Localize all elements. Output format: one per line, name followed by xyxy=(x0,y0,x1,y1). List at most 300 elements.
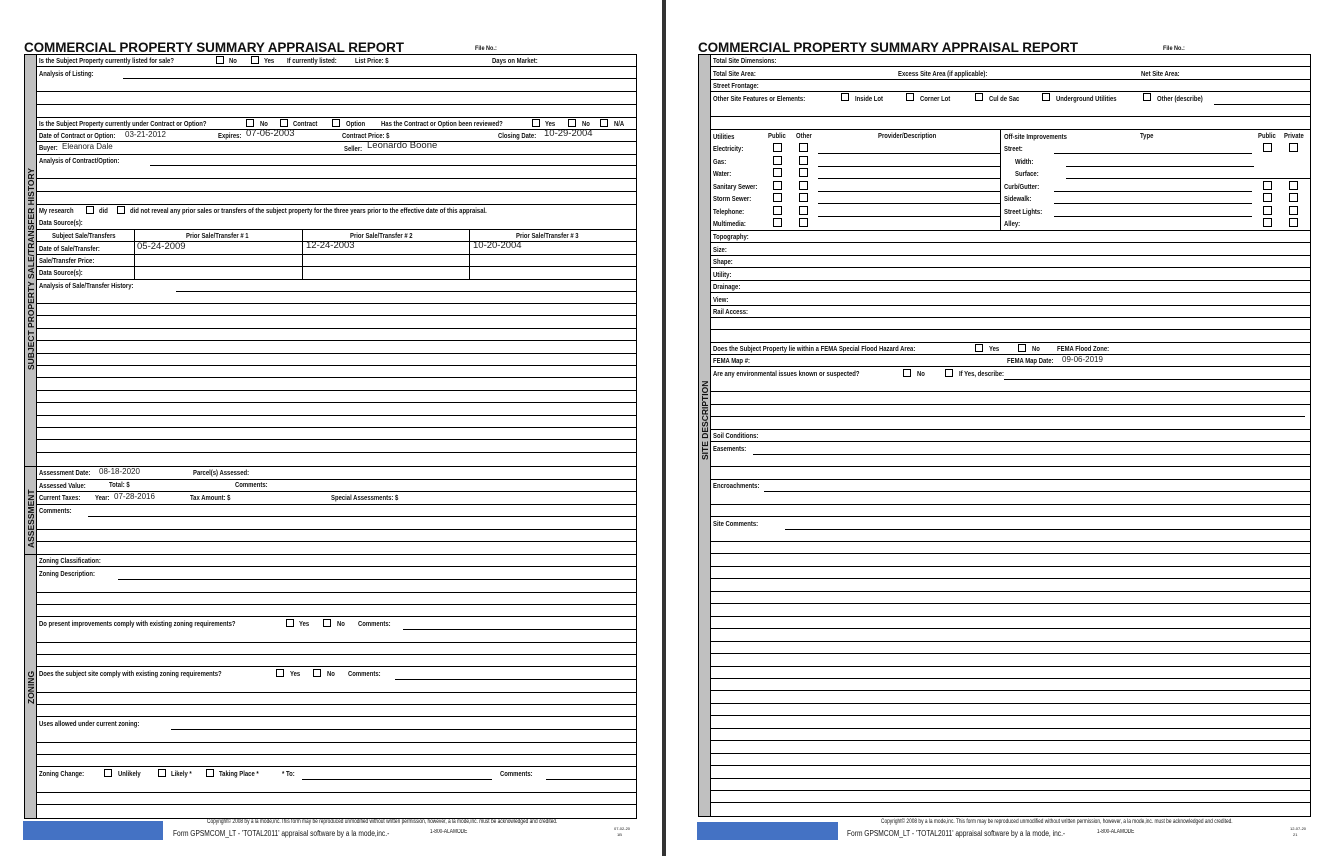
uses-allowed-field[interactable] xyxy=(171,729,636,730)
site-comply-comments-line[interactable] xyxy=(37,692,636,693)
unlikely-label: Unlikely xyxy=(118,769,141,778)
zoning-description-line[interactable] xyxy=(37,604,636,605)
site-comments-line[interactable] xyxy=(711,802,1310,803)
site-characteristic-label: Shape: xyxy=(713,257,733,266)
site-comments-line[interactable] xyxy=(711,753,1310,754)
row-line xyxy=(711,516,1310,517)
site-area-label: Total Site Area: xyxy=(713,69,756,78)
fema-yes-label: Yes xyxy=(989,344,1000,353)
site-comments-line[interactable] xyxy=(711,666,1310,667)
environment-describe-field[interactable] xyxy=(1004,379,1310,380)
analysis-history-line[interactable] xyxy=(37,390,636,391)
improvements-no-checkbox[interactable] xyxy=(323,619,331,627)
site-comments-line[interactable] xyxy=(711,690,1310,691)
improvements-yes-label: Yes xyxy=(299,619,310,628)
fema-question: Does the Subject Property lie within a FEMA Special Flood Hazard Area: xyxy=(713,344,916,353)
analysis-history-line[interactable] xyxy=(37,452,636,453)
site-comments-line[interactable] xyxy=(711,728,1310,729)
offsite-private-checkbox[interactable] xyxy=(1289,143,1298,152)
taking-place-label: Taking Place * xyxy=(219,769,259,778)
encroachments-line[interactable] xyxy=(711,504,1310,505)
site-characteristic-label: Rail Access: xyxy=(713,307,749,316)
site-description-section-label: SITE DESCRIPTION xyxy=(700,380,710,460)
other-features-line[interactable] xyxy=(711,116,1310,117)
listed-yes-label: Yes xyxy=(264,56,275,65)
footer-phone: 1-800-ALAMODE xyxy=(430,829,468,835)
provider-field[interactable] xyxy=(818,153,1000,154)
offsite-public-checkbox[interactable] xyxy=(1263,193,1272,202)
reviewed-no-checkbox[interactable] xyxy=(568,119,576,127)
zoning-change-label: Zoning Change: xyxy=(39,769,85,778)
environment-yes-checkbox[interactable] xyxy=(945,369,953,377)
street-frontage-label: Street Frontage: xyxy=(713,81,759,90)
assessment-date-value[interactable]: 08-18-2020 xyxy=(99,467,140,476)
zoning-description-label: Zoning Description: xyxy=(39,569,95,578)
utility-other-checkbox[interactable] xyxy=(799,156,808,165)
assessment-comments-line[interactable] xyxy=(37,541,636,542)
tax-year-value[interactable]: 07-28-2016 xyxy=(114,492,155,501)
analysis-history-line[interactable] xyxy=(37,415,636,416)
cul-de-sac-label: Cul de Sac xyxy=(989,94,1020,103)
net-area-label: Net Site Area: xyxy=(1141,69,1180,78)
buyer-value[interactable]: Eleanora Dale xyxy=(62,142,113,151)
easements-field[interactable] xyxy=(753,454,1310,455)
site-characteristic-line[interactable] xyxy=(711,317,1310,318)
analysis-history-field[interactable] xyxy=(176,291,636,292)
inside-lot-label: Inside Lot xyxy=(855,94,883,103)
offsite-private-checkbox[interactable] xyxy=(1289,206,1298,215)
improvements-comments-line[interactable] xyxy=(37,642,636,643)
tax-year-label: Year: xyxy=(95,493,110,502)
unlikely-checkbox[interactable] xyxy=(104,769,112,777)
environment-line[interactable] xyxy=(711,416,1305,417)
tax-amount-label: Tax Amount: $ xyxy=(190,493,231,502)
listing-question: Is the Subject Property currently listed for sale? xyxy=(39,56,174,65)
file-no-label: File No.: xyxy=(1163,45,1185,52)
utility-label: Electricity: xyxy=(713,144,744,153)
soil-conditions-label: Soil Conditions: xyxy=(713,431,759,440)
site-comply-yes-checkbox[interactable] xyxy=(276,669,284,677)
contract-contract-label: Contract xyxy=(293,119,318,128)
analysis-history-line[interactable] xyxy=(37,402,636,403)
row-label: Date of Sale/Transfer: xyxy=(39,244,100,253)
utility-other-checkbox[interactable] xyxy=(799,206,808,215)
utility-public-checkbox[interactable] xyxy=(773,206,782,215)
offsite-type-field[interactable] xyxy=(1066,166,1254,167)
analysis-history-line[interactable] xyxy=(37,365,636,366)
provider-header: Provider/Description xyxy=(878,131,937,140)
row-line xyxy=(37,504,636,505)
listed-no-label: No xyxy=(229,56,237,65)
assessment-section-label: ASSESSMENT xyxy=(26,489,36,548)
underground-utilities-checkbox[interactable] xyxy=(1042,93,1050,101)
zoning-to-label: * To: xyxy=(282,769,295,778)
encroachments-field[interactable] xyxy=(764,491,1310,492)
analysis-history-line[interactable] xyxy=(37,439,636,440)
site-comply-question: Does the subject site comply with existing zoning requirements? xyxy=(39,669,222,678)
reviewed-yes-checkbox[interactable] xyxy=(532,119,540,127)
fema-map-date-value[interactable]: 09-06-2019 xyxy=(1062,355,1103,364)
row-line xyxy=(37,766,636,767)
site-comply-no-checkbox[interactable] xyxy=(313,669,321,677)
contract-option-checkbox[interactable] xyxy=(332,119,340,127)
analysis-history-line[interactable] xyxy=(37,377,636,378)
utility-public-checkbox[interactable] xyxy=(773,168,782,177)
fema-no-checkbox[interactable] xyxy=(1018,344,1026,352)
zoning-section-label: ZONING xyxy=(26,670,36,704)
cul-de-sac-checkbox[interactable] xyxy=(975,93,983,101)
site-comply-comments-label: Comments: xyxy=(348,669,381,678)
site-comments-line[interactable] xyxy=(711,628,1310,629)
likely-label: Likely * xyxy=(171,769,192,778)
site-comments-line[interactable] xyxy=(711,578,1310,579)
reviewed-na-label: N/A xyxy=(614,119,625,128)
site-characteristic-label: Topography: xyxy=(713,232,749,241)
fema-zone-label: FEMA Flood Zone: xyxy=(1057,344,1110,353)
other-features-label: Other Site Features or Elements: xyxy=(713,94,806,103)
assessment-comments-line[interactable] xyxy=(37,529,636,530)
other-describe-field[interactable] xyxy=(1214,104,1310,105)
site-comments-line[interactable] xyxy=(711,790,1310,791)
analysis-listing-line[interactable] xyxy=(37,104,636,105)
assessment-comments-label: Comments: xyxy=(235,480,268,489)
offsite-label: Alley: xyxy=(1004,219,1021,228)
site-comply-comments-field[interactable] xyxy=(395,679,636,680)
zoning-change-comments-label: Comments: xyxy=(500,769,533,778)
offsite-label: Street: xyxy=(1004,144,1023,153)
analysis-history-line[interactable] xyxy=(37,340,636,341)
if-listed-label: If currently listed: xyxy=(287,56,337,65)
utility-other-checkbox[interactable] xyxy=(799,218,808,227)
uses-allowed-line[interactable] xyxy=(37,742,636,743)
site-characteristic-line[interactable] xyxy=(711,242,1310,243)
site-comments-line[interactable] xyxy=(711,678,1310,679)
list-price-label: List Price: $ xyxy=(355,56,389,65)
my-research-label: My research xyxy=(39,206,74,215)
utilities-header: Utilities xyxy=(713,132,735,141)
days-on-market-label: Days on Market: xyxy=(492,56,538,65)
offsite-header: Off-site Improvements xyxy=(1004,132,1067,141)
transfer-date-2[interactable]: 12-24-2003 xyxy=(306,240,355,251)
site-comply-comments-line[interactable] xyxy=(37,704,636,705)
fema-map-no-label: FEMA Map #: xyxy=(713,356,750,365)
site-characteristic-line[interactable] xyxy=(711,280,1310,281)
site-characteristic-label: Utility: xyxy=(713,270,732,279)
site-comments-line[interactable] xyxy=(711,703,1310,704)
site-comments-line[interactable] xyxy=(711,566,1310,567)
site-characteristic-line[interactable] xyxy=(711,292,1310,293)
site-comments-line[interactable] xyxy=(711,641,1310,642)
likely-checkbox[interactable] xyxy=(158,769,166,777)
analysis-listing-line[interactable] xyxy=(37,91,636,92)
site-comments-line[interactable] xyxy=(711,616,1310,617)
site-comments-line[interactable] xyxy=(711,591,1310,592)
offsite-type-field[interactable] xyxy=(1054,216,1252,217)
report-title: COMMERCIAL PROPERTY SUMMARY APPRAISAL REPORT xyxy=(24,40,404,55)
contract-no-checkbox[interactable] xyxy=(246,119,254,127)
analysis-history-line[interactable] xyxy=(37,315,636,316)
site-comments-field[interactable] xyxy=(785,529,1310,530)
zoning-description-line[interactable] xyxy=(37,592,636,593)
row-line xyxy=(37,66,636,67)
site-characteristic-label: View: xyxy=(713,295,729,304)
reviewed-yes-label: Yes xyxy=(545,119,556,128)
corner-lot-label: Corner Lot xyxy=(920,94,951,103)
zoning-description-field[interactable] xyxy=(118,579,636,580)
footer-code: 07-02-20 xyxy=(614,826,631,831)
utility-public-checkbox[interactable] xyxy=(773,156,782,165)
environment-line[interactable] xyxy=(711,391,1310,392)
improvements-comments-line[interactable] xyxy=(37,654,636,655)
site-characteristic-label: Size: xyxy=(713,245,727,254)
research-did-not-label: did not reveal any prior sales or transfers of the subject property for the three years prior to the effective date of this appraisal. xyxy=(130,206,487,215)
row-line xyxy=(711,342,1310,343)
site-comments-line[interactable] xyxy=(711,603,1310,604)
footer-blue-bar xyxy=(697,822,838,840)
offsite-public-header: Public xyxy=(1258,131,1276,140)
analysis-history-label: Analysis of Sale/Transfer History: xyxy=(39,281,134,290)
fema-map-date-label: FEMA Map Date: xyxy=(1007,356,1054,365)
offsite-type-field[interactable] xyxy=(1054,153,1252,154)
current-taxes-label: Current Taxes: xyxy=(39,493,81,502)
footer-copyright: Copyright© 2008 by a la mode,inc. This form may be reproduced unmodified without written permission, however, a la mode,inc. must be acknowledged and credited. xyxy=(881,819,1233,825)
table-header: Prior Sale/Transfer # 1 xyxy=(186,231,249,240)
transfer-date-1[interactable]: 05-24-2009 xyxy=(137,241,186,252)
inside-lot-checkbox[interactable] xyxy=(841,93,849,101)
contract-no-label: No xyxy=(260,119,268,128)
row-line xyxy=(711,479,1310,480)
utility-public-checkbox[interactable] xyxy=(773,218,782,227)
encroachments-label: Encroachments: xyxy=(713,481,760,490)
history-section-label: SUBJECT PROPERTY SALE/TRANSFER HISTORY xyxy=(26,168,36,370)
row-line xyxy=(711,129,1310,130)
buyer-label: Buyer: xyxy=(39,143,58,152)
improvements-comments-field[interactable] xyxy=(403,629,636,630)
seller-value[interactable]: Leonardo Boone xyxy=(367,140,438,151)
offsite-type-field[interactable] xyxy=(1066,178,1310,179)
zoning-change-comments-field[interactable] xyxy=(546,779,636,780)
analysis-history-line[interactable] xyxy=(37,427,636,428)
reviewed-na-checkbox[interactable] xyxy=(600,119,608,127)
research-did-not-checkbox[interactable] xyxy=(117,206,125,214)
improvements-yes-checkbox[interactable] xyxy=(286,619,294,627)
zoning-classification-label: Zoning Classification: xyxy=(39,556,101,565)
site-comments-line[interactable] xyxy=(711,765,1310,766)
offsite-type-field[interactable] xyxy=(1054,191,1252,192)
provider-field[interactable] xyxy=(818,166,1000,167)
site-comments-label: Site Comments: xyxy=(713,519,759,528)
row-line xyxy=(711,79,1310,80)
environment-question: Are any environmental issues known or suspected? xyxy=(713,369,860,378)
site-characteristic-line[interactable] xyxy=(711,305,1310,306)
analysis-contract-line[interactable] xyxy=(37,178,636,179)
row-line xyxy=(37,716,636,717)
utility-public-checkbox[interactable] xyxy=(773,193,782,202)
parcels-label: Parcel(s) Assessed: xyxy=(193,468,250,477)
row-line xyxy=(37,616,636,617)
offsite-public-checkbox[interactable] xyxy=(1263,181,1272,190)
site-comments-line[interactable] xyxy=(711,541,1310,542)
environment-line[interactable] xyxy=(711,404,1310,405)
zoning-change-line[interactable] xyxy=(37,804,636,805)
utility-label: Water: xyxy=(713,169,732,178)
analysis-history-line[interactable] xyxy=(37,353,636,354)
table-header: Subject Sale/Transfers xyxy=(52,231,116,240)
row-line xyxy=(711,66,1310,67)
row-line xyxy=(711,366,1310,367)
corner-lot-checkbox[interactable] xyxy=(906,93,914,101)
row-line xyxy=(37,204,636,205)
file-no-label: File No.: xyxy=(475,45,497,52)
environment-if-yes-label: If Yes, describe: xyxy=(959,369,1004,378)
excess-area-label: Excess Site Area (if applicable): xyxy=(898,69,988,78)
analysis-listing-label: Analysis of Listing: xyxy=(39,69,94,78)
listed-yes-checkbox[interactable] xyxy=(251,56,259,64)
research-did-checkbox[interactable] xyxy=(86,206,94,214)
site-comments-line[interactable] xyxy=(711,715,1310,716)
fema-yes-checkbox[interactable] xyxy=(975,344,983,352)
offsite-public-checkbox[interactable] xyxy=(1263,143,1272,152)
offsite-label: Surface: xyxy=(1015,169,1039,178)
row-line xyxy=(37,117,636,118)
uses-allowed-label: Uses allowed under current zoning: xyxy=(39,719,140,728)
utility-public-checkbox[interactable] xyxy=(773,181,782,190)
improvements-comments-label: Comments: xyxy=(358,619,391,628)
utilities-public-header: Public xyxy=(768,131,786,140)
easements-line[interactable] xyxy=(711,466,1310,467)
analysis-history-line[interactable] xyxy=(37,303,636,304)
other-describe-checkbox[interactable] xyxy=(1143,93,1151,101)
offsite-type-field[interactable] xyxy=(1054,203,1252,204)
other-describe-label: Other (describe) xyxy=(1157,94,1203,103)
assessment-comments-field[interactable] xyxy=(88,516,636,517)
closing-date-label: Closing Date: xyxy=(498,131,537,140)
offsite-public-checkbox[interactable] xyxy=(1263,206,1272,215)
uses-allowed-line[interactable] xyxy=(37,754,636,755)
easements-label: Easements: xyxy=(713,444,747,453)
footer-page: 1B xyxy=(617,832,622,837)
site-comments-line[interactable] xyxy=(711,553,1310,554)
row-line xyxy=(711,230,1310,231)
row-line xyxy=(711,441,1310,442)
offsite-type-header: Type xyxy=(1140,131,1154,140)
offsite-private-checkbox[interactable] xyxy=(1289,193,1298,202)
utility-public-checkbox[interactable] xyxy=(773,143,782,152)
page-divider xyxy=(662,0,666,856)
offsite-label: Width: xyxy=(1015,157,1034,166)
utility-label: Telephone: xyxy=(713,207,745,216)
contract-option-label: Option xyxy=(346,119,366,128)
row-label: Data Source(s): xyxy=(39,268,83,277)
row-label: Sale/Transfer Price: xyxy=(39,256,95,265)
assessed-value-label: Assessed Value: xyxy=(39,481,86,490)
blank-line[interactable] xyxy=(711,329,1310,330)
footer-phone: 1-800-ALAMODE xyxy=(1097,829,1135,835)
provider-field[interactable] xyxy=(818,216,1000,217)
utility-other-checkbox[interactable] xyxy=(799,181,808,190)
row-line xyxy=(37,141,636,142)
fema-no-label: No xyxy=(1032,344,1040,353)
zoning-change-line[interactable] xyxy=(37,792,636,793)
site-characteristic-label: Drainage: xyxy=(713,282,741,291)
analysis-contract-line[interactable] xyxy=(37,191,636,192)
row-line xyxy=(37,254,636,255)
utility-other-checkbox[interactable] xyxy=(799,168,808,177)
environment-no-checkbox[interactable] xyxy=(903,369,911,377)
contract-date-value[interactable]: 03-21-2012 xyxy=(125,130,166,139)
provider-field[interactable] xyxy=(818,178,1000,179)
reviewed-no-label: No xyxy=(582,119,590,128)
zoning-to-field[interactable] xyxy=(302,779,492,780)
taking-place-checkbox[interactable] xyxy=(206,769,214,777)
utilities-other-header: Other xyxy=(796,131,812,140)
contract-price-label: Contract Price: $ xyxy=(342,131,390,140)
environment-no-label: No xyxy=(917,369,925,378)
improvements-no-label: No xyxy=(337,619,345,628)
footer-form-name: Form GPSMCOM_LT - 'TOTAL2011' appraisal software by a la mode, inc.- xyxy=(847,829,1066,838)
underground-utilities-label: Underground Utilities xyxy=(1056,94,1117,103)
analysis-listing-field[interactable] xyxy=(123,78,636,79)
transfer-date-3[interactable]: 10-20-2004 xyxy=(473,240,522,251)
row-line xyxy=(711,91,1310,92)
offsite-public-checkbox[interactable] xyxy=(1263,218,1272,227)
contract-contract-checkbox[interactable] xyxy=(280,119,288,127)
site-characteristic-line[interactable] xyxy=(711,267,1310,268)
site-comply-yes-label: Yes xyxy=(290,669,301,678)
expires-label: Expires: xyxy=(218,131,242,140)
row-line xyxy=(37,229,636,230)
utilities-divider xyxy=(1000,129,1001,230)
footer-blue-bar xyxy=(23,821,163,840)
offsite-private-checkbox[interactable] xyxy=(1289,218,1298,227)
footer-page: 21 xyxy=(1293,832,1298,837)
research-data-sources: Data Source(s): xyxy=(39,218,83,227)
row-line xyxy=(37,566,636,567)
site-characteristic-line[interactable] xyxy=(711,255,1310,256)
analysis-contract-label: Analysis of Contract/Option: xyxy=(39,156,120,165)
offsite-private-checkbox[interactable] xyxy=(1289,181,1298,190)
offsite-label: Curb/Gutter: xyxy=(1004,182,1040,191)
offsite-private-header: Private xyxy=(1284,131,1304,140)
site-comments-line[interactable] xyxy=(711,740,1310,741)
provider-field[interactable] xyxy=(818,191,1000,192)
reviewed-question: Has the Contract or Option been reviewed? xyxy=(381,119,503,128)
offsite-label: Street Lights: xyxy=(1004,207,1043,216)
expires-value[interactable]: 07-06-2003 xyxy=(246,128,295,139)
special-assessments-label: Special Assessments: $ xyxy=(331,493,399,502)
table-header: Prior Sale/Transfer # 2 xyxy=(350,231,413,240)
utility-label: Sanitary Sewer: xyxy=(713,182,758,191)
utility-other-checkbox[interactable] xyxy=(799,143,808,152)
site-comments-line[interactable] xyxy=(711,653,1310,654)
analysis-history-line[interactable] xyxy=(37,328,636,329)
site-dimensions-label: Total Site Dimensions: xyxy=(713,56,777,65)
analysis-contract-field[interactable] xyxy=(150,165,636,166)
utility-label: Gas: xyxy=(713,157,727,166)
footer-form-name: Form GPSMCOM_LT - 'TOTAL2011' appraisal software by a la mode,inc.- xyxy=(173,829,390,838)
site-comments-line[interactable] xyxy=(711,778,1310,779)
utility-other-checkbox[interactable] xyxy=(799,193,808,202)
utility-label: Multimedia: xyxy=(713,219,746,228)
offsite-label: Sidewalk: xyxy=(1004,194,1032,203)
row-line xyxy=(711,354,1310,355)
provider-field[interactable] xyxy=(818,203,1000,204)
listed-no-checkbox[interactable] xyxy=(216,56,224,64)
contract-date-label: Date of Contract or Option: xyxy=(39,131,116,140)
section-line xyxy=(24,554,636,555)
closing-date-value[interactable]: 10-29-2004 xyxy=(544,128,593,139)
row-line xyxy=(37,279,636,280)
